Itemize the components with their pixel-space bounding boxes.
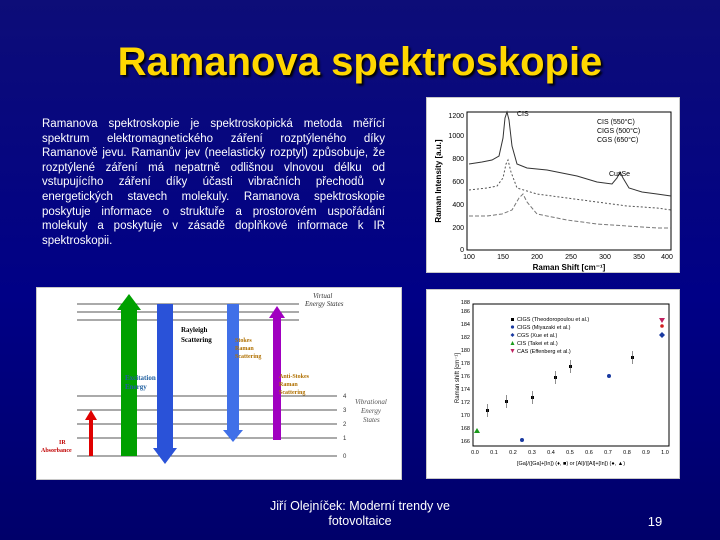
x-tick: 0.7 — [604, 450, 612, 456]
x-tick: 0.2 — [509, 450, 517, 456]
x-tick: 0.3 — [528, 450, 536, 456]
cis-spectrum-line — [469, 112, 671, 196]
body-paragraph: Ramanova spektroskopie je spektroskopická metoda měřící spektrum elektromagnetického záření rozptýleného díky Ramanově jevu. Ramanův jev (neelastický rozptyl) způsobuje, že rozptýlené záření má nepatrně odlišnou vlnovou délku od vstupujícího záření díky účasti vibračních přechodů v energetických stavech molekuly. Ramanova spektroskopie poskytuje informace o struktuře a prostorovém uspořádání molekuly a poskytuje v zásadě doplňkové informace k IR spektroskopii. — [42, 118, 385, 247]
stokes-arrow — [227, 304, 239, 432]
raman-spectrum-figure — [426, 97, 680, 273]
y-tick: 184 — [460, 322, 470, 328]
antistokes-label: Anti-Stokes Raman Scattering — [279, 374, 310, 396]
x-tick: 0.4 — [547, 450, 555, 456]
x-tick: 300 — [599, 254, 611, 261]
data-point — [660, 324, 664, 328]
y-tick: 168 — [460, 426, 470, 432]
y-tick: 188 — [460, 300, 470, 306]
x-tick: 150 — [497, 254, 509, 261]
y-tick: 178 — [460, 361, 470, 367]
raman-shift-svg — [427, 290, 679, 478]
legend-marker — [511, 349, 515, 353]
legend-marker — [511, 341, 515, 345]
raman-shift-composition-figure — [426, 289, 680, 479]
page-number: 19 — [647, 514, 663, 529]
x-tick: 0.0 — [471, 450, 479, 456]
y-axis-label: Raman shift [cm⁻¹] — [455, 352, 461, 404]
legend-entry: CIGS (Theodoropoulou et al.) — [517, 317, 590, 323]
x-tick: 200 — [531, 254, 543, 261]
y-axis-label: Raman Intensity [a.u.] — [434, 139, 443, 223]
rayleigh-arrow — [157, 304, 173, 450]
legend-entry: CGS (Xue et al.) — [517, 333, 558, 339]
legend-entry-cis: CIS (550°C) — [597, 119, 635, 126]
data-point — [474, 428, 480, 433]
x-tick: 1.0 — [661, 450, 669, 456]
peak-label-cuxse: CuxSe — [609, 171, 631, 178]
y-tick: 180 — [460, 348, 470, 354]
level-number: 1 — [343, 436, 347, 442]
x-tick: 250 — [565, 254, 577, 261]
y-tick: 800 — [452, 156, 464, 163]
x-tick: 0.8 — [623, 450, 631, 456]
x-tick: 400 — [661, 254, 673, 261]
x-tick: 0.9 — [642, 450, 650, 456]
y-tick: 1200 — [448, 113, 464, 120]
x-tick: 100 — [463, 254, 475, 261]
raman-spectrum-svg — [427, 98, 679, 272]
excitation-arrowhead — [117, 294, 141, 310]
cgs-spectrum-line — [469, 194, 671, 228]
energy-level-diagram — [36, 287, 402, 480]
y-tick: 186 — [460, 309, 470, 315]
y-tick: 400 — [452, 202, 464, 209]
y-tick: 174 — [460, 387, 470, 393]
legend-entry: CAS (Effenberg et al.) — [517, 349, 571, 355]
footer-author-course: Jiří Olejníček: Moderní trendy ve fotovoltaice — [270, 499, 450, 528]
peak-label-cis: CIS — [517, 111, 529, 118]
y-tick: 600 — [452, 179, 464, 186]
data-point — [659, 318, 665, 323]
y-tick: 0 — [460, 247, 464, 254]
y-tick: 1000 — [448, 133, 464, 140]
energy-diagram-svg — [37, 288, 401, 479]
x-tick: 350 — [633, 254, 645, 261]
level-number: 2 — [343, 422, 347, 428]
slide-title: Ramanova spektroskopie — [117, 40, 603, 84]
level-number: 3 — [343, 408, 347, 414]
y-tick: 200 — [452, 225, 464, 232]
legend-marker — [511, 318, 514, 321]
legend-marker — [511, 333, 515, 337]
x-tick: 0.6 — [585, 450, 593, 456]
cigs-spectrum-line — [469, 160, 671, 210]
data-point — [520, 438, 524, 442]
legend-entry-cgs: CGS (650°C) — [597, 137, 639, 144]
ir-arrowhead — [85, 410, 97, 420]
legend-marker — [511, 325, 514, 328]
stokes-arrowhead — [223, 430, 243, 442]
x-axis-label: Raman Shift [cm⁻¹] — [532, 263, 606, 272]
y-tick: 182 — [460, 335, 470, 341]
legend-entry: CIGS (Miyazaki et al.) — [517, 325, 571, 331]
legend-entry-cigs: CIGS (500°C) — [597, 128, 641, 135]
x-tick: 0.5 — [566, 450, 574, 456]
virtual-states-label: Virtual Energy States — [305, 292, 344, 308]
stokes-label: Stokes Raman Scattering — [235, 338, 262, 360]
data-point — [607, 374, 611, 378]
legend-entry: CIS (Takei et al.) — [517, 341, 558, 347]
data-point — [659, 332, 665, 338]
plot-frame — [473, 304, 669, 446]
level-number: 4 — [343, 394, 347, 400]
level-number: 0 — [343, 454, 347, 460]
y-tick: 172 — [460, 400, 470, 406]
ir-arrow — [89, 418, 93, 456]
rayleigh-label: Rayleigh Scattering — [181, 326, 212, 344]
x-tick: 0.1 — [490, 450, 498, 456]
vibrational-states-label: Vibrational Energy States — [355, 398, 387, 424]
ir-label: IR Absorbance — [41, 440, 72, 454]
excitation-label: Excitation Energy — [125, 374, 156, 391]
y-tick: 170 — [460, 413, 470, 419]
y-tick: 176 — [460, 374, 470, 380]
x-axis-label: [Ga]/([Ga]+[In]) (♦, ■) or [Al]/([Al]+[In]) (●, ▲) — [516, 461, 626, 467]
plot-frame — [467, 112, 671, 250]
y-tick: 166 — [460, 439, 470, 445]
